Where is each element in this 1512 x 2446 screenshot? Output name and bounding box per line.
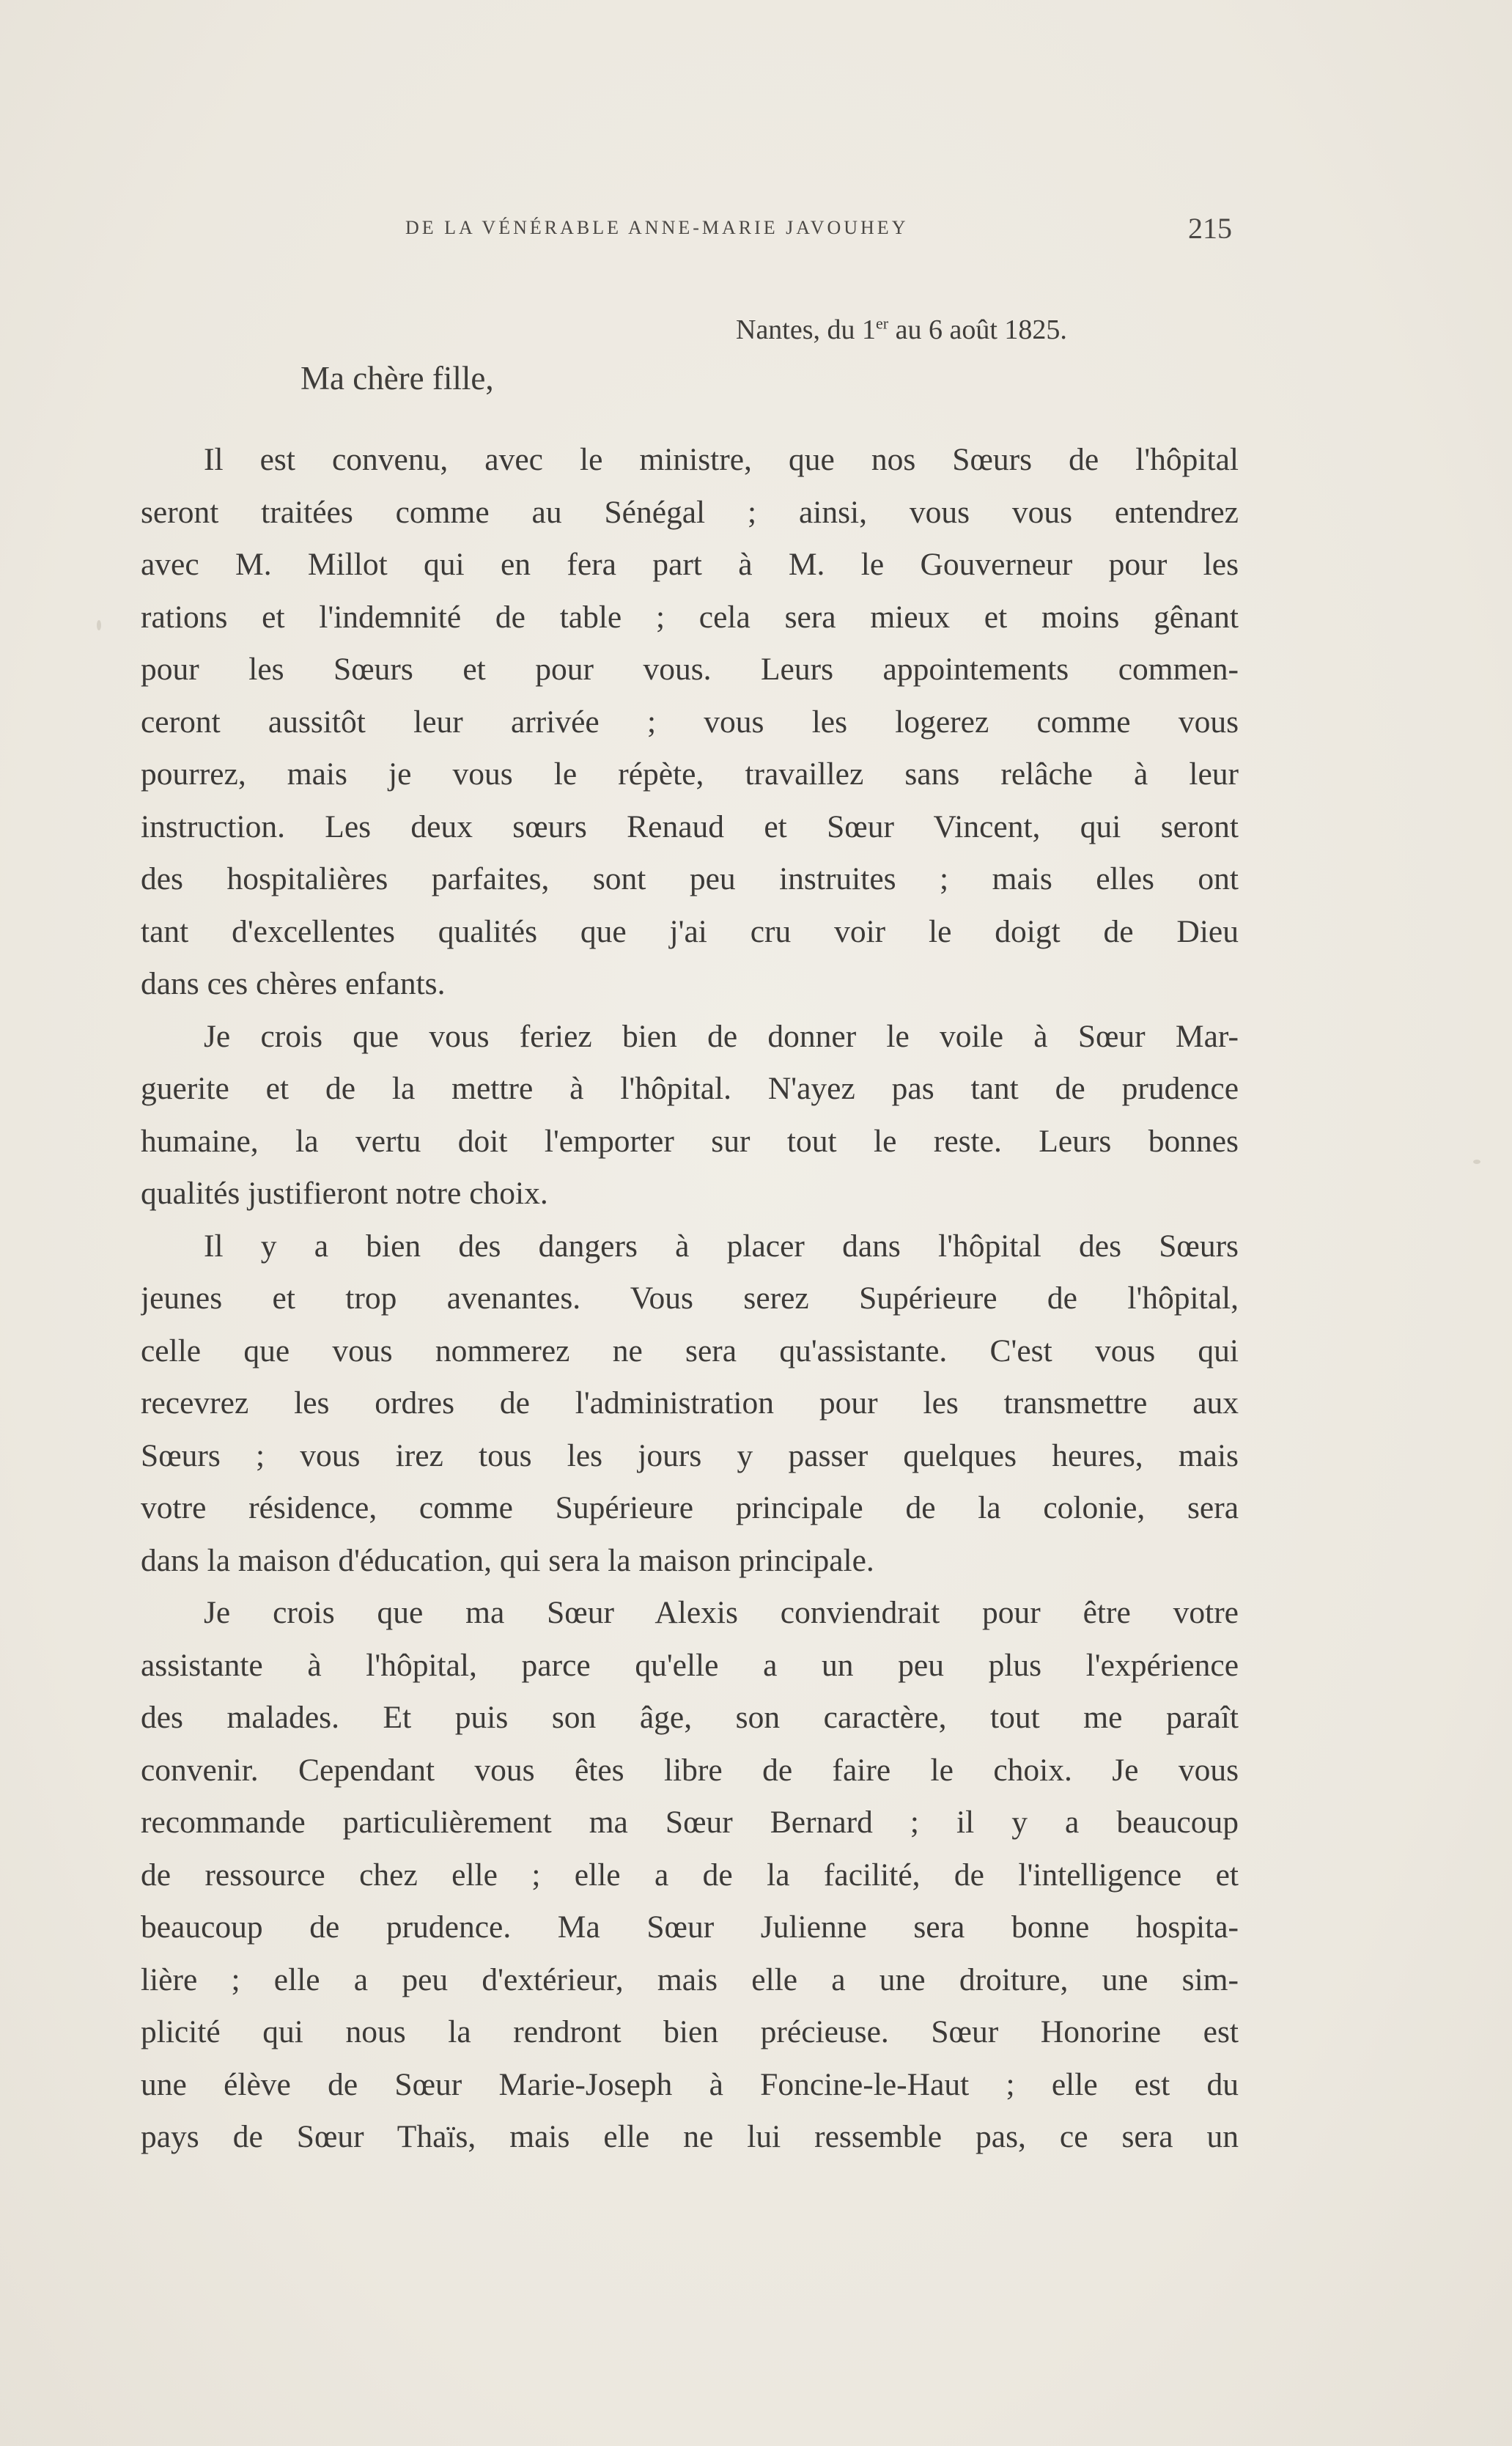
text-line: pourrez, mais je vous le répète, travaillez sans relâche à leur (141, 756, 1239, 792)
text-line: votre résidence, comme Supérieure principale de la colonie, sera (141, 1490, 1239, 1525)
letter-body (141, 434, 1239, 2164)
running-head (405, 211, 1232, 245)
paragraph (141, 1220, 1239, 1588)
text-line: guerite et de la mettre à l'hôpital. N'ayez pas tant de prudence (141, 1071, 1239, 1106)
text-line: Sœurs ; vous irez tous les jours y passer quelques heures, mais (141, 1437, 1239, 1473)
letter-dateline (736, 314, 1067, 346)
text-line: Je crois que ma Sœur Alexis conviendrait pour être votre (204, 1595, 1239, 1630)
dateline-place: Nantes, du 1 (736, 314, 877, 345)
text-line: qualités justifieront notre choix. (141, 1176, 548, 1211)
paper-speck (1473, 1160, 1480, 1164)
text-line: instruction. Les deux sœurs Renaud et Sœur Vincent, qui seront (141, 808, 1239, 844)
text-line: une élève de Sœur Marie-Joseph à Foncine-le-Haut ; elle est du (141, 2066, 1239, 2102)
text-line: seront traitées comme au Sénégal ; ainsi, vous vous entendrez (141, 494, 1239, 530)
text-line: convenir. Cependant vous êtes libre de faire le choix. Je vous (141, 1752, 1239, 1788)
text-line: Je crois que vous feriez bien de donner le voile à Sœur Mar- (204, 1018, 1239, 1054)
text-line: plicité qui nous la rendront bien précieuse. Sœur Honorine est (141, 2014, 1239, 2049)
text-line: dans ces chères enfants. (141, 966, 446, 1001)
text-line: pays de Sœur Thaïs, mais elle ne lui ressemble pas, ce sera un (141, 2119, 1239, 2154)
text-line: recevrez les ordres de l'administration pour les transmettre aux (141, 1385, 1239, 1421)
text-line: Il y a bien des dangers à placer dans l'hôpital des Sœurs (204, 1228, 1239, 1264)
text-line: dans la maison d'éducation, qui sera la maison principale. (141, 1542, 874, 1578)
text-line: de ressource chez elle ; elle a de la facilité, de l'intelligence et (141, 1857, 1239, 1893)
text-line: humaine, la vertu doit l'emporter sur tout le reste. Leurs bonnes (141, 1123, 1239, 1159)
dateline-superscript: er (876, 314, 889, 333)
running-title: DE LA VÉNÉRABLE ANNE-MARIE JAVOUHEY (405, 217, 909, 238)
text-line: assistante à l'hôpital, parce qu'elle a un peu plus l'expérience (141, 1647, 1239, 1683)
text-line: jeunes et trop avenantes. Vous serez Supérieure de l'hôpital, (141, 1281, 1239, 1316)
text-line: pour les Sœurs et pour vous. Leurs appointements commen- (141, 652, 1239, 687)
paragraph (141, 434, 1239, 1011)
paper-speck (97, 620, 101, 630)
paragraph (141, 1011, 1239, 1220)
text-line: des hospitalières parfaites, sont peu instruites ; mais elles ont (141, 861, 1239, 896)
letter-salutation: Ma chère fille, (300, 360, 494, 397)
text-line: des malades. Et puis son âge, son caractère, tout me paraît (141, 1700, 1239, 1735)
page-number: 215 (1188, 212, 1232, 245)
text-line: rations et l'indemnité de table ; cela sera mieux et moins gênant (141, 599, 1239, 635)
text-line: avec M. Millot qui en fera part à M. le Gouverneur pour les (141, 547, 1239, 582)
text-line: celle que vous nommerez ne sera qu'assistante. C'est vous qui (141, 1333, 1239, 1368)
paragraph (141, 1587, 1239, 2164)
text-line: beaucoup de prudence. Ma Sœur Julienne sera bonne hospita- (141, 1909, 1239, 1945)
text-line: tant d'excellentes qualités que j'ai cru voir le doigt de Dieu (141, 913, 1239, 949)
text-line: lière ; elle a peu d'extérieur, mais elle a une droiture, une sim- (141, 1961, 1239, 1997)
dateline-rest: au 6 août 1825. (888, 314, 1067, 345)
text-line: recommande particulièrement ma Sœur Bernard ; il y a beaucoup (141, 1805, 1239, 1840)
text-line: Il est convenu, avec le ministre, que nos Sœurs de l'hôpital (204, 442, 1239, 477)
text-line: ceront aussitôt leur arrivée ; vous les logerez comme vous (141, 704, 1239, 740)
